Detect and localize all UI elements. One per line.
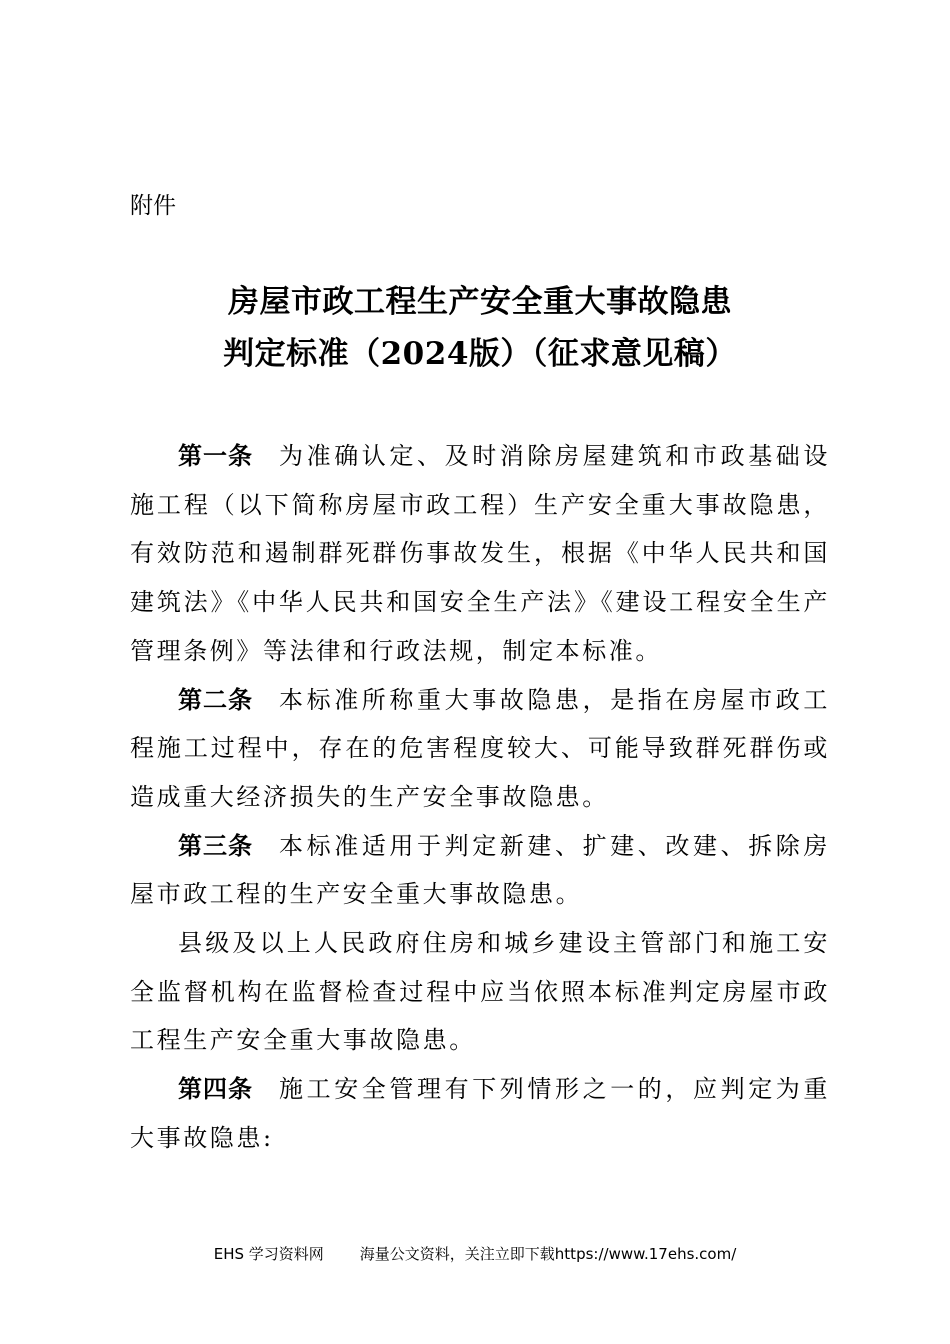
article-text: 本标准适用于判定新建、扩建、改建、拆除房屋市政工程的生产安全重大事故隐患。 bbox=[130, 831, 830, 909]
article-label: 第四条 bbox=[178, 1075, 253, 1104]
footer-site-name: EHS 学习资料网 bbox=[213, 1245, 324, 1263]
article-2 bbox=[130, 676, 830, 822]
attachment-label: 附件 bbox=[130, 193, 176, 219]
document-title-line-1: 房屋市政工程生产安全重大事故隐患 bbox=[228, 284, 732, 320]
article-1 bbox=[130, 432, 830, 676]
article-text: 施工安全管理有下列情形之一的，应判定为重大事故隐患: bbox=[130, 1075, 830, 1152]
article-label: 第三条 bbox=[178, 831, 253, 860]
footer-url-link[interactable]: https://www.17ehs.com/ bbox=[554, 1245, 737, 1263]
article-text: 为准确认定、及时消除房屋建筑和市政基础设施工程（以下简称房屋市政工程）生产安全重大事故隐患，有效防范和遏制群死群伤事故发生，根据《中华人民共和国建筑法》《中华人民共和国安全生产法》《建设工程安全生产管理条例》等法律和行政法规，制定本标准。 bbox=[130, 442, 830, 665]
document-title-line-2: 判定标准（2024版）（征求意见稿） bbox=[223, 336, 737, 372]
document-body bbox=[130, 432, 830, 1163]
article-text: 县级及以上人民政府住房和城乡建设主管部门和施工安全监督机构在监督检查过程中应当依照本标准判定房屋市政工程生产安全重大事故隐患。 bbox=[130, 929, 830, 1055]
article-label: 第二条 bbox=[178, 685, 253, 714]
article-3-paragraph-2 bbox=[130, 919, 830, 1065]
article-4 bbox=[130, 1065, 830, 1162]
article-label: 第一条 bbox=[178, 442, 253, 470]
footer-slogan: 海量公文资料，关注立即下载 bbox=[359, 1245, 555, 1263]
article-text: 本标准所称重大事故隐患，是指在房屋市政工程施工过程中，存在的危害程度较大、可能导致群死群伤或造成重大经济损失的生产安全事故隐患。 bbox=[130, 685, 830, 811]
page-footer bbox=[0, 1243, 950, 1265]
article-3 bbox=[130, 822, 830, 919]
